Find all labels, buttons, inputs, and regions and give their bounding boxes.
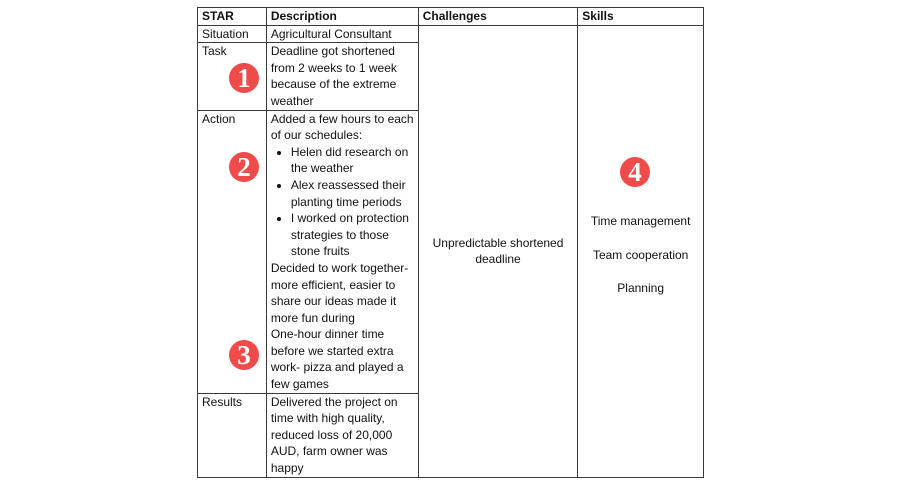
skill-item: Team cooperation xyxy=(592,247,689,262)
skill-item: Time management xyxy=(590,214,691,229)
challenges-cell xyxy=(418,25,578,477)
header-challenges: Challenges xyxy=(418,8,578,26)
skills-list xyxy=(582,213,699,297)
header-description: Description xyxy=(266,8,418,26)
task-label: Task xyxy=(198,43,267,110)
challenges-text: Unpredictable shortened deadline xyxy=(432,235,564,267)
header-star: STAR xyxy=(198,8,267,26)
number-badge-2: 2 xyxy=(229,152,259,182)
number-badge-1: 1 xyxy=(229,63,259,93)
header-skills: Skills xyxy=(578,8,704,26)
situation-description: Agricultural Consultant xyxy=(266,25,418,43)
action-label: Action xyxy=(198,110,267,393)
task-description: Deadline got shortened from 2 weeks to 1 week because of the extreme weather xyxy=(266,43,418,110)
results-description: Delivered the project on time with high quality, reduced loss of 20,000 AUD, farm owner was happy xyxy=(266,393,418,477)
results-label: Results xyxy=(198,393,267,477)
row-situation xyxy=(198,25,704,43)
action-bullet: • I worked on protection strategies to those stone fruits xyxy=(291,210,414,260)
skill-item: Planning xyxy=(617,281,664,296)
number-badge-3: 3 xyxy=(229,340,259,370)
action-bullets xyxy=(271,144,414,260)
action-paragraph-1: Decided to work together- more efficient, easier to share our ideas made it more fun during xyxy=(270,260,409,325)
action-description xyxy=(266,110,418,393)
header-row xyxy=(198,8,704,26)
skills-cell xyxy=(578,25,704,477)
star-table xyxy=(197,7,704,478)
action-intro: Added a few hours to each of our schedules: xyxy=(270,111,414,143)
situation-label: Situation xyxy=(198,25,267,43)
action-bullet: • Helen did research on the weather xyxy=(291,144,414,177)
action-bullet: • Alex reassessed their planting time periods xyxy=(291,177,414,210)
action-paragraph-2: One-hour dinner time before we started extra work- pizza and played a few games xyxy=(270,327,404,392)
number-badge-4: 4 xyxy=(620,157,650,187)
